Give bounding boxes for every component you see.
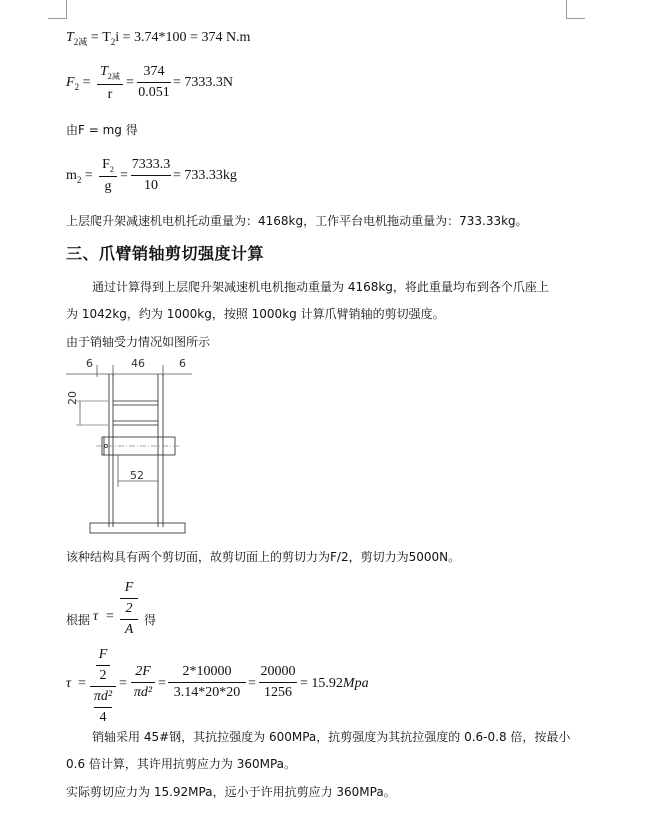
conclusion-text: 实际剪切应力为 15.92MPa，远小于许用抗剪应力 360MPa。 (66, 785, 396, 799)
material-line-2: 0.6 倍计算，其许用抗剪应力为 360MPa。 (66, 757, 297, 771)
mass-fraction-1: $F_2$ g (99, 157, 117, 195)
force-fraction-2: 374 0.051 (138, 64, 170, 100)
tau-calc-fraction-4: 20000 1256 (260, 664, 296, 700)
dim-right-label: 6 (179, 357, 186, 370)
dim-left-label: 6 (86, 357, 93, 370)
force-intro-text: 由于销轴受力情况如图所示 (66, 335, 211, 349)
dim-pin-label: 52 (130, 469, 144, 482)
dim-height-label: 20 (66, 391, 79, 405)
torque-formula: $T_{2减} = T_2i = 3.74*100 = 374$ N.m (66, 30, 251, 47)
document-page: $T_{2减} = T_2i = 3.74*100 = 374$ N.m $F_2$ = $T_{2减}$ r = 374 0.051 = 7333.3N 由F = mg 得 $m_2$ = $F_2$ g = 7333.3 10 = 733.33kg 上层爬升架减速机电机托动重量为：4168kg，工作平台电机拖动重量为：733.33kg。 三、爪臂销轴剪切强度计算 通过计算得到上层爬升架减速机电机拖动重量为 4168kg，将此重量均布到各个爪座上 为 1042kg，约为 1000kg，按照 1000kg 计算爪臂销轴的剪切强度。 由于销轴受力情况如图所示 6 46 6 20 52 该种结构具有两个剪切面，故剪切面上的剪切力为F/2，剪切力为5000N。 根据 τ = F 2 A 得 τ = F 2 πd² 4 = 2F πd² = 2*10000 3.14*20*20 = 20000 1256 = 15.92Mpa 销轴采用 45#钢，其抗拉强度为 600MPa，抗剪强度为其抗拉强度的 0.6-0.8 倍，按最小 0.6 倍计算，其许用抗剪应力为 360MPa。 实际剪切应力为 15.92MPa，远小于许用抗剪应力 360MPa。 (0, 0, 653, 814)
tau-calc-fraction-3: 2*10000 3.14*20*20 (168, 664, 246, 701)
tau-def-fraction: F 2 A (120, 580, 138, 638)
paragraph-line-2: 为 1042kg，约为 1000kg，按照 1000kg 计算爪臂销轴的剪切强度。 (66, 307, 445, 321)
shear-faces-text: 该种结构具有两个剪切面，故剪切面上的剪切力为F/2，剪切力为5000N。 (66, 550, 461, 564)
tau-calc-fraction-1: F 2 πd² 4 (90, 647, 116, 726)
page-corner-mark-right (566, 0, 585, 19)
section-heading: 三、爪臂销轴剪切强度计算 (66, 244, 265, 263)
force-fraction-1: $T_{2减}$ r (97, 64, 123, 103)
paragraph-line-1: 通过计算得到上层爬升架减速机电机拖动重量为 4168kg，将此重量均布到各个爪座上 (92, 280, 549, 294)
weights-text: 上层爬升架减速机电机托动重量为：4168kg，工作平台电机拖动重量为：733.33kg。 (66, 214, 528, 228)
mass-fraction-2: 7333.3 10 (131, 157, 171, 193)
pin-force-figure (66, 357, 196, 537)
page-corner-mark-left (48, 0, 67, 19)
material-line-1: 销轴采用 45#钢，其抗拉强度为 600MPa，抗剪强度为其抗拉强度的 0.6-0.8 倍，按最小 (92, 730, 571, 744)
dim-mid-label: 46 (131, 357, 145, 370)
from-fmg-text: 由F = mg 得 (66, 123, 138, 137)
tau-calc-fraction-2: 2F πd² (131, 664, 155, 701)
